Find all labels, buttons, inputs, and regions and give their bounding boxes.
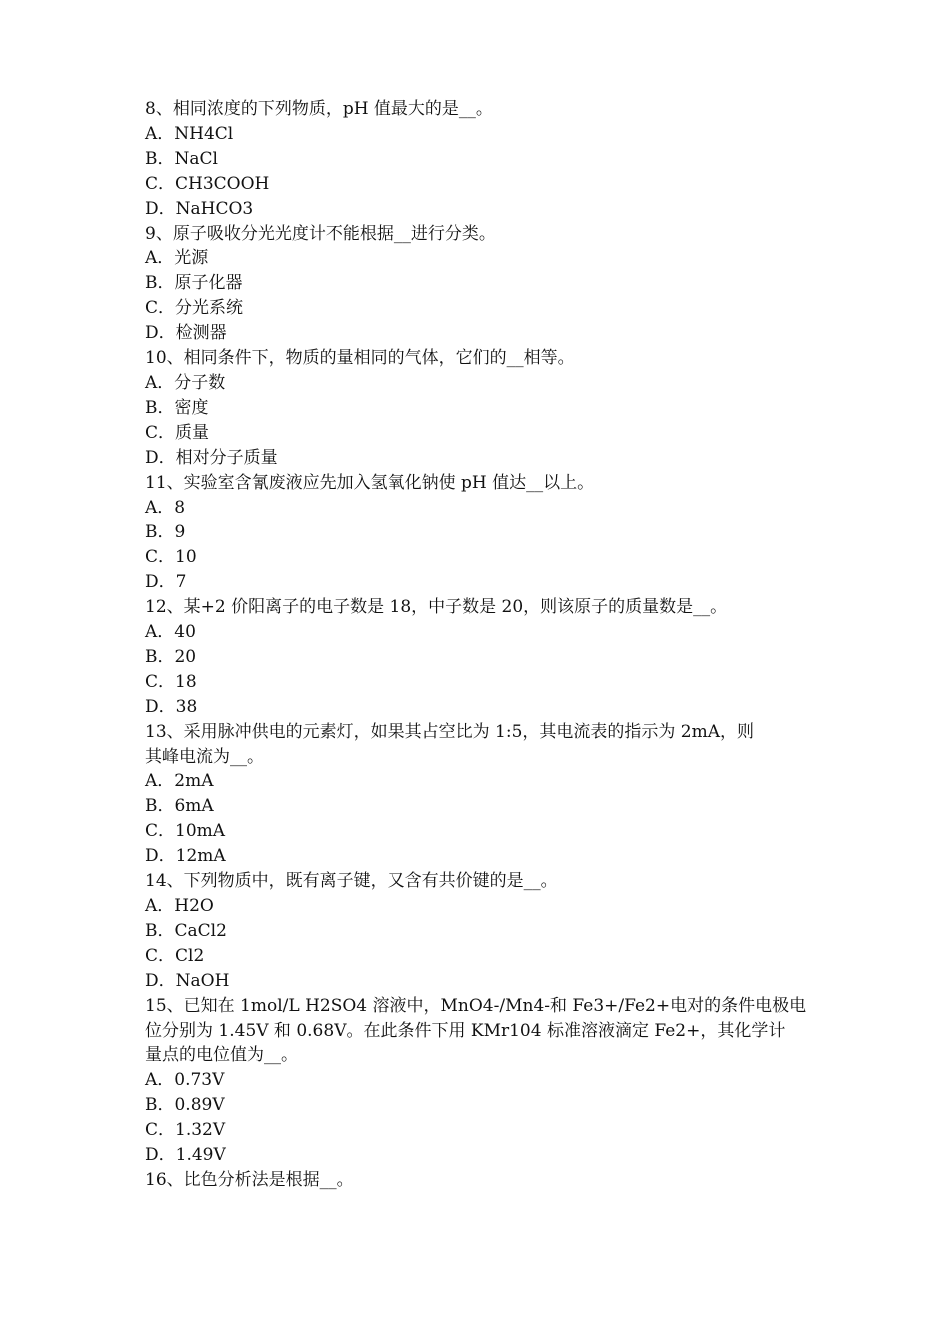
question-15-option-d: D．1.49V — [145, 1145, 226, 1166]
question-11-option-d: D．7 — [145, 572, 187, 593]
question-12-option-b: B．20 — [145, 646, 197, 667]
question-10-stem: 10、相同条件下，物质的量相同的气体，它们的__相等。 — [145, 348, 575, 369]
question-13-stem-line-2: 其峰电流为__。 — [145, 746, 264, 767]
question-10-option-b: B．密度 — [145, 397, 209, 418]
question-9-option-c: C．分光系统 — [145, 298, 244, 319]
question-13-option-b: B．6mA — [145, 796, 214, 817]
question-10-option-d: D．相对分子质量 — [145, 447, 278, 468]
question-8-stem: 8、相同浓度的下列物质，pH 值最大的是__。 — [145, 99, 493, 119]
question-8-option-d: D．NaHCO3 — [145, 198, 254, 219]
question-16-stem: 16、比色分析法是根据__。 — [145, 1169, 354, 1190]
question-15-stem-line-3: 量点的电位值为__。 — [145, 1045, 298, 1066]
question-9-stem: 9、原子吸收分光光度计不能根据__进行分类。 — [145, 223, 496, 244]
question-12-option-d: D．38 — [145, 696, 198, 717]
question-9-option-b: B．原子化器 — [145, 273, 243, 294]
question-15-stem-line-2: 位分别为 1.45V 和 0.68V。在此条件下用 KMr104 标准溶液滴定 Fe2+，其化学计 — [145, 1020, 786, 1041]
question-8-option-a: A．NH4Cl — [145, 123, 234, 144]
question-10-option-a: A．分子数 — [145, 372, 226, 393]
question-15-option-c: C．1.32V — [145, 1120, 226, 1141]
question-14-stem: 14、下列物质中，既有离子键，又含有共价键的是__。 — [145, 871, 558, 892]
question-14-option-c: C．Cl2 — [145, 945, 205, 966]
question-list — [145, 97, 810, 1193]
question-8-option-c: C．CH3COOH — [145, 173, 270, 194]
question-9-option-d: D．检测器 — [145, 323, 227, 344]
question-12-option-c: C．18 — [145, 671, 197, 692]
question-11-option-c: C．10 — [145, 547, 197, 568]
question-8-option-b: B．NaCl — [145, 148, 218, 169]
question-10-option-c: C．质量 — [145, 422, 210, 443]
question-12-stem: 12、某+2 价阳离子的电子数是 18，中子数是 20，则该原子的质量数是__。 — [145, 597, 728, 618]
question-11-stem: 11、实验室含氰废液应先加入氢氧化钠使 pH 值达__以上。 — [145, 472, 595, 493]
question-11-option-a: A．8 — [145, 497, 186, 518]
question-11-option-b: B．9 — [145, 522, 186, 543]
question-15-stem-line-1: 15、已知在 1mol/L H2SO4 溶液中，MnO4-/Mn4-和 Fe3+/Fe2+电对的条件电极电 — [145, 995, 807, 1016]
question-13-option-d: D．12mA — [145, 846, 226, 867]
question-13-option-c: C．10mA — [145, 821, 226, 842]
question-15-option-b: B．0.89V — [145, 1095, 225, 1116]
question-9-option-a: A．光源 — [145, 248, 209, 269]
question-12-option-a: A．40 — [145, 622, 196, 643]
question-15-option-a: A．0.73V — [145, 1070, 225, 1091]
question-13-stem-line-1: 13、采用脉冲供电的元素灯，如果其占空比为 1:5，其电流表的指示为 2mA，则 — [145, 721, 755, 742]
question-14-option-d: D．NaOH — [145, 970, 230, 991]
question-14-option-b: B．CaCl2 — [145, 920, 227, 941]
question-14-option-a: A．H2O — [145, 896, 214, 916]
question-13-option-a: A．2mA — [145, 771, 214, 792]
